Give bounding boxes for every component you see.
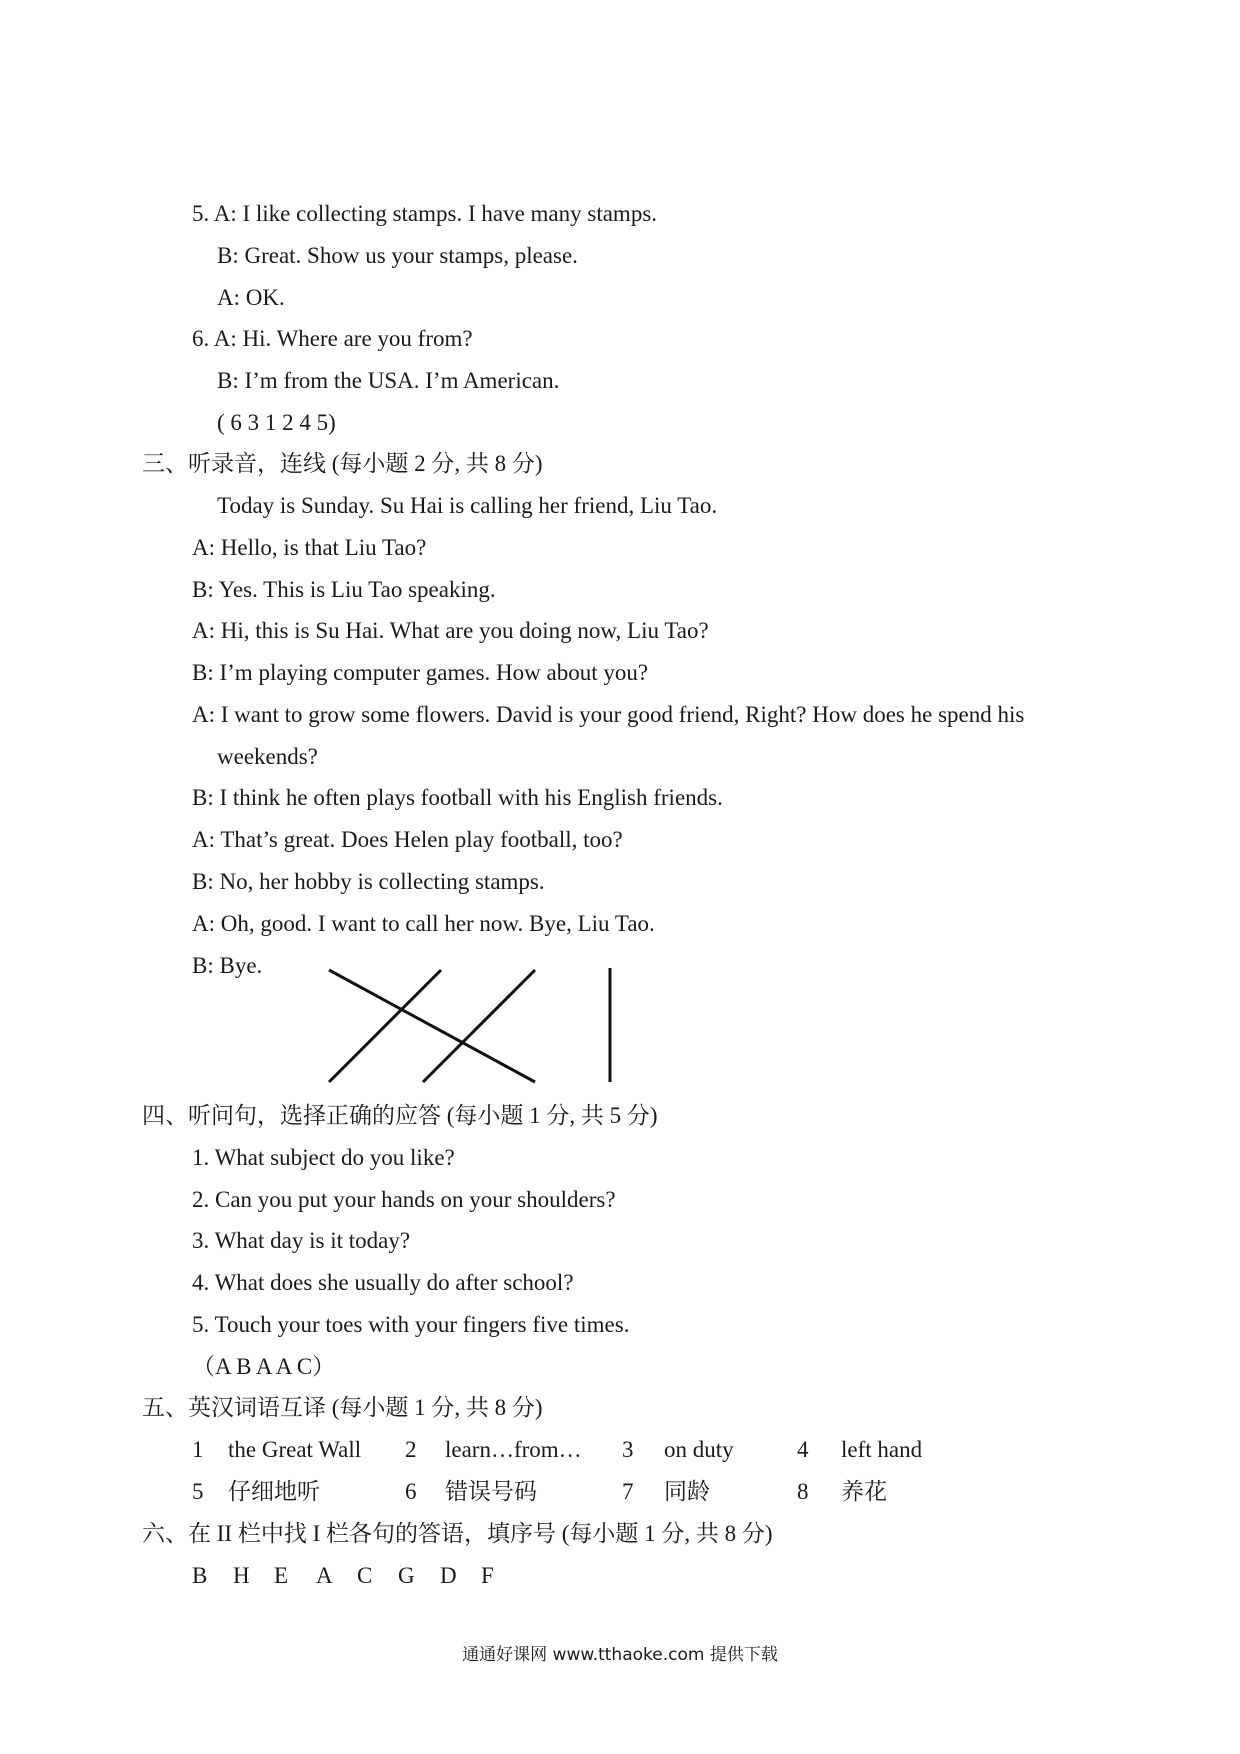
vocab-item: 仔细地听 <box>228 1479 320 1504</box>
dialog-line: A: OK. <box>217 285 285 310</box>
dialog-line: A: I want to grow some flowers. David is your good friend, Right? How does he spend his <box>192 702 1025 727</box>
item-number: 5 <box>192 1479 204 1504</box>
answer-letter: D <box>440 1563 457 1588</box>
dialog-line: B: I’m from the USA. I’m American. <box>217 368 560 393</box>
item-number: 1 <box>192 1437 204 1462</box>
answer-letter: A <box>316 1563 333 1588</box>
answer-letter: F <box>481 1563 494 1588</box>
answer-letter: E <box>274 1563 289 1588</box>
dialog-intro: Today is Sunday. Su Hai is calling her friend, Liu Tao. <box>217 493 718 518</box>
question-item: 5. Touch your toes with your fingers five times. <box>192 1312 630 1337</box>
item-number: 6 <box>405 1479 417 1504</box>
vocab-item: learn…from… <box>445 1437 582 1462</box>
dialog-line: A: Hello, is that Liu Tao? <box>192 535 427 560</box>
answer-letter: G <box>398 1563 415 1588</box>
dialog-line: A: That’s great. Does Helen play football, too? <box>192 827 623 852</box>
answer-key: ( 6 3 1 2 4 5) <box>217 410 336 435</box>
dialog-line: B: I think he often plays football with his English friends. <box>192 785 723 810</box>
answer-letter: C <box>357 1563 373 1588</box>
item-number: 2 <box>405 1437 417 1462</box>
answer-letter: B <box>192 1563 208 1588</box>
answer-key: （A B A A C） <box>192 1354 336 1379</box>
dialog-line: A: Oh, good. I want to call her now. Bye, Liu Tao. <box>192 911 655 936</box>
item-number: 3 <box>622 1437 634 1462</box>
dialog-line: 6. A: Hi. Where are you from? <box>192 326 473 351</box>
match-line <box>423 970 535 1082</box>
page-footer: 通通好课网 www.tthaoke.com 提供下载 <box>462 1645 778 1665</box>
match-line <box>329 970 441 1082</box>
dialog-line: B: Yes. This is Liu Tao speaking. <box>192 577 496 602</box>
vocab-item: 错误号码 <box>445 1479 537 1504</box>
vocab-item: on duty <box>664 1437 734 1462</box>
dialog-line: B: Great. Show us your stamps, please. <box>217 243 578 268</box>
vocab-item: 养花 <box>841 1479 887 1504</box>
question-item: 3. What day is it today? <box>192 1228 411 1253</box>
dialog-line: weekends? <box>217 744 318 769</box>
item-number: 4 <box>797 1437 809 1462</box>
vocab-item: left hand <box>841 1437 923 1462</box>
vocab-item: the Great Wall <box>228 1437 362 1462</box>
dialog-line: B: Bye. <box>192 953 263 978</box>
section-heading: 三、听录音，连线 (每小题 2 分, 共 8 分) <box>142 451 543 476</box>
question-item: 1. What subject do you like? <box>192 1145 455 1170</box>
question-item: 4. What does she usually do after school? <box>192 1270 574 1295</box>
answer-letter: H <box>233 1563 250 1588</box>
dialog-line: A: Hi, this is Su Hai. What are you doing now, Liu Tao? <box>192 618 709 643</box>
section-heading: 六、在 II 栏中找 I 栏各句的答语，填序号 (每小题 1 分, 共 8 分) <box>142 1521 773 1546</box>
match-line <box>329 970 535 1082</box>
section-heading: 五、英汉词语互译 (每小题 1 分, 共 8 分) <box>142 1395 543 1420</box>
dialog-line: B: I’m playing computer games. How about you? <box>192 660 649 685</box>
item-number: 8 <box>797 1479 809 1504</box>
section-heading: 四、听问句，选择正确的应答 (每小题 1 分, 共 5 分) <box>142 1103 658 1128</box>
item-number: 7 <box>622 1479 634 1504</box>
dialog-line: B: No, her hobby is collecting stamps. <box>192 869 545 894</box>
dialog-line: 5. A: I like collecting stamps. I have many stamps. <box>192 201 658 226</box>
question-item: 2. Can you put your hands on your shoulders? <box>192 1187 616 1212</box>
vocab-item: 同龄 <box>664 1479 710 1504</box>
